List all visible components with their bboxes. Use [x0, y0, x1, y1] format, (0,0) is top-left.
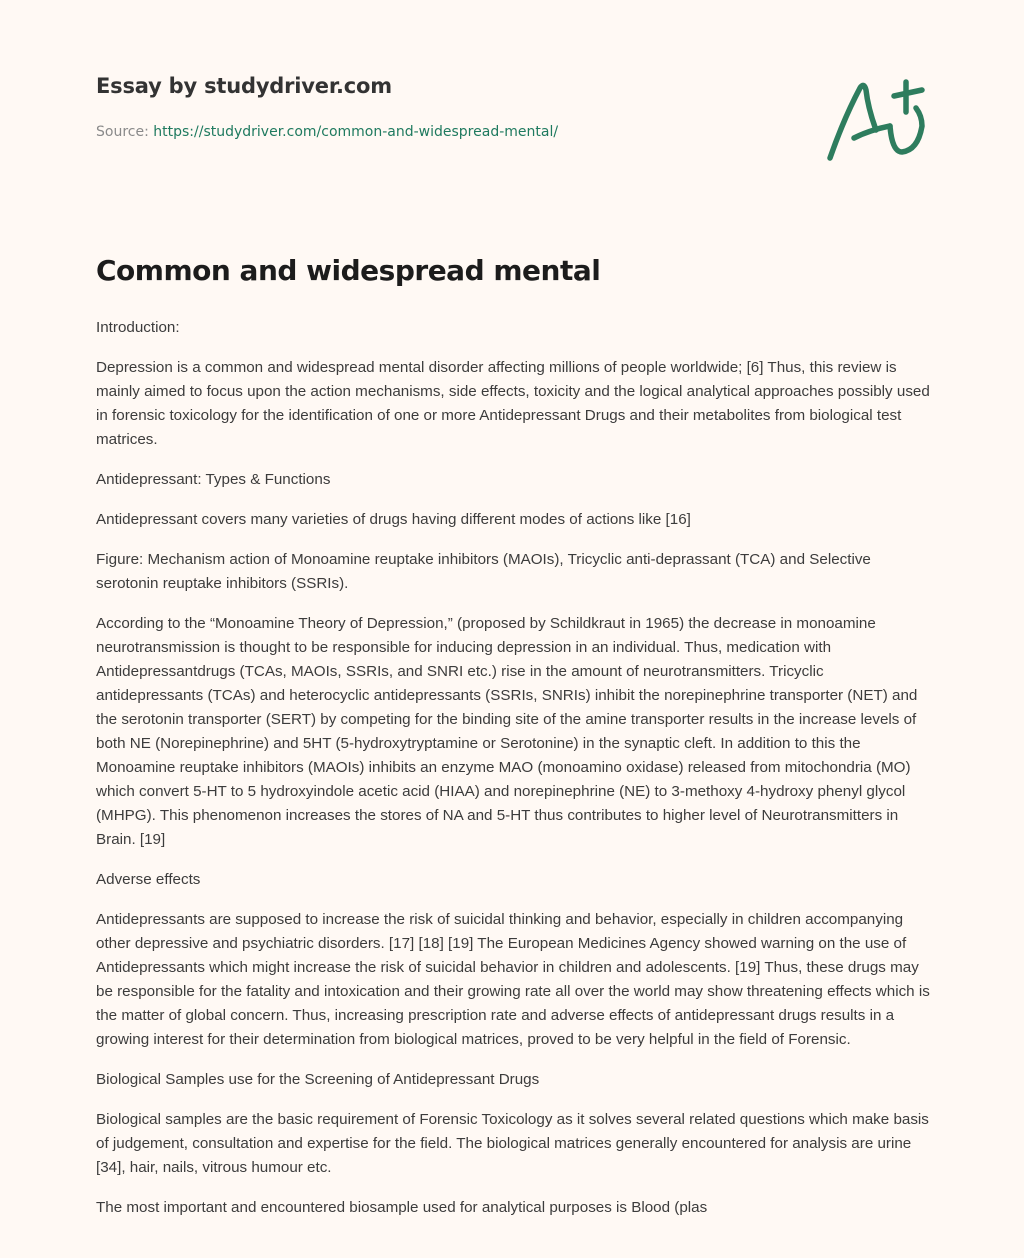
site-title: Essay by studydriver.com: [96, 74, 392, 98]
section-heading-types-functions: Antidepressant: Types & Functions: [96, 471, 331, 488]
section-heading-biological-samples: Biological Samples use for the Screening of Antidepressant Drugs: [96, 1071, 540, 1088]
paragraph-adverse-effects: Antidepressants are supposed to increase the risk of suicidal thinking and behavior, especially in children accompanying other depressive and psychiatric disorders. [17] [18] [19] The European Medicines Agency showed warning on the use of Antidepressants which might increase the risk of suicidal behavior in children and adolescents. [19] Thus, these drugs may be responsible for the fatality and intoxication and their growing rate all over the world may show threatening effects which is the matter of global concern. Thus, increasing prescription rate and adverse effects of antidepressant drugs results in a growing interest for their determination from biological matrices, proved to be very helpful in the field of Forensic.: [96, 911, 930, 1048]
paragraph-introduction-label: Introduction:: [96, 319, 180, 336]
page-header: [96, 74, 926, 98]
paragraph-introduction: Depression is a common and widespread mental disorder affecting millions of people worldwide; [6] Thus, this review is mainly aimed to focus upon the action mechanisms, side effects, toxicity and the logical analytical approaches possibly used in forensic toxicology for the identification of one or more Antidepressant Drugs and their metabolites from biological test matrices.: [96, 359, 930, 448]
document-body: [96, 316, 932, 1236]
paragraph-blood-sample-truncated: The most important and encountered biosample used for analytical purposes is Blood (plas: [96, 1199, 708, 1216]
paragraph-modes-of-action: Antidepressant covers many varieties of drugs having different modes of actions like [16]: [96, 511, 691, 528]
a-plus-grade-icon: [820, 68, 930, 168]
section-heading-adverse-effects: Adverse effects: [96, 871, 201, 888]
source-line: [96, 124, 558, 140]
source-link[interactable]: https://studydriver.com/common-and-widespread-mental/: [153, 124, 559, 140]
paragraph-monoamine-theory: According to the “Monoamine Theory of Depression,” (proposed by Schildkraut in 1965) the decrease in monoamine neurotransmission is thought to be responsible for inducing depression in an individual. Thus, medication with Antidepressantdrugs (TCAs, MAOIs, SSRIs, and SNRI etc.) rise in the amount of neurotransmitters. Tricyclic antidepressants (TCAs) and heterocyclic antidepressants (SSRIs, SNRIs) inhibit the norepinephrine transporter (NET) and the serotonin transporter (SERT) by competing for the binding site of the amine transporter results in the increase levels of both NE (Norepinephrine) and 5HT (5-hydroxytryptamine or Serotonine) in the synaptic cleft. In addition to this the Monoamine reuptake inhibitors (MAOIs) inhibits an enzyme MAO (monoamino oxidase) released from mitochondria (MO) which convert 5-HT to 5 hydroxyindole acetic acid (HIAA) and norepinephrine (NE) to 3-methoxy 4-hydroxy phenyl glycol (MHPG). This phenomenon increases the stores of NA and 5-HT thus contributes to higher level of Neurotransmitters in Brain. [19]: [96, 615, 918, 848]
source-label: Source:: [96, 124, 149, 140]
document-title: Common and widespread mental: [96, 254, 601, 287]
paragraph-biological-samples: Biological samples are the basic requirement of Forensic Toxicology as it solves several related questions which make basis of judgement, consultation and expertise for the field. The biological matrices generally encountered for analysis are urine [34], hair, nails, vitrous humour etc.: [96, 1111, 929, 1176]
figure-caption: Figure: Mechanism action of Monoamine reuptake inhibitors (MAOIs), Tricyclic anti-deprassant (TCA) and Selective serotonin reuptake inhibitors (SSRIs).: [96, 551, 871, 592]
